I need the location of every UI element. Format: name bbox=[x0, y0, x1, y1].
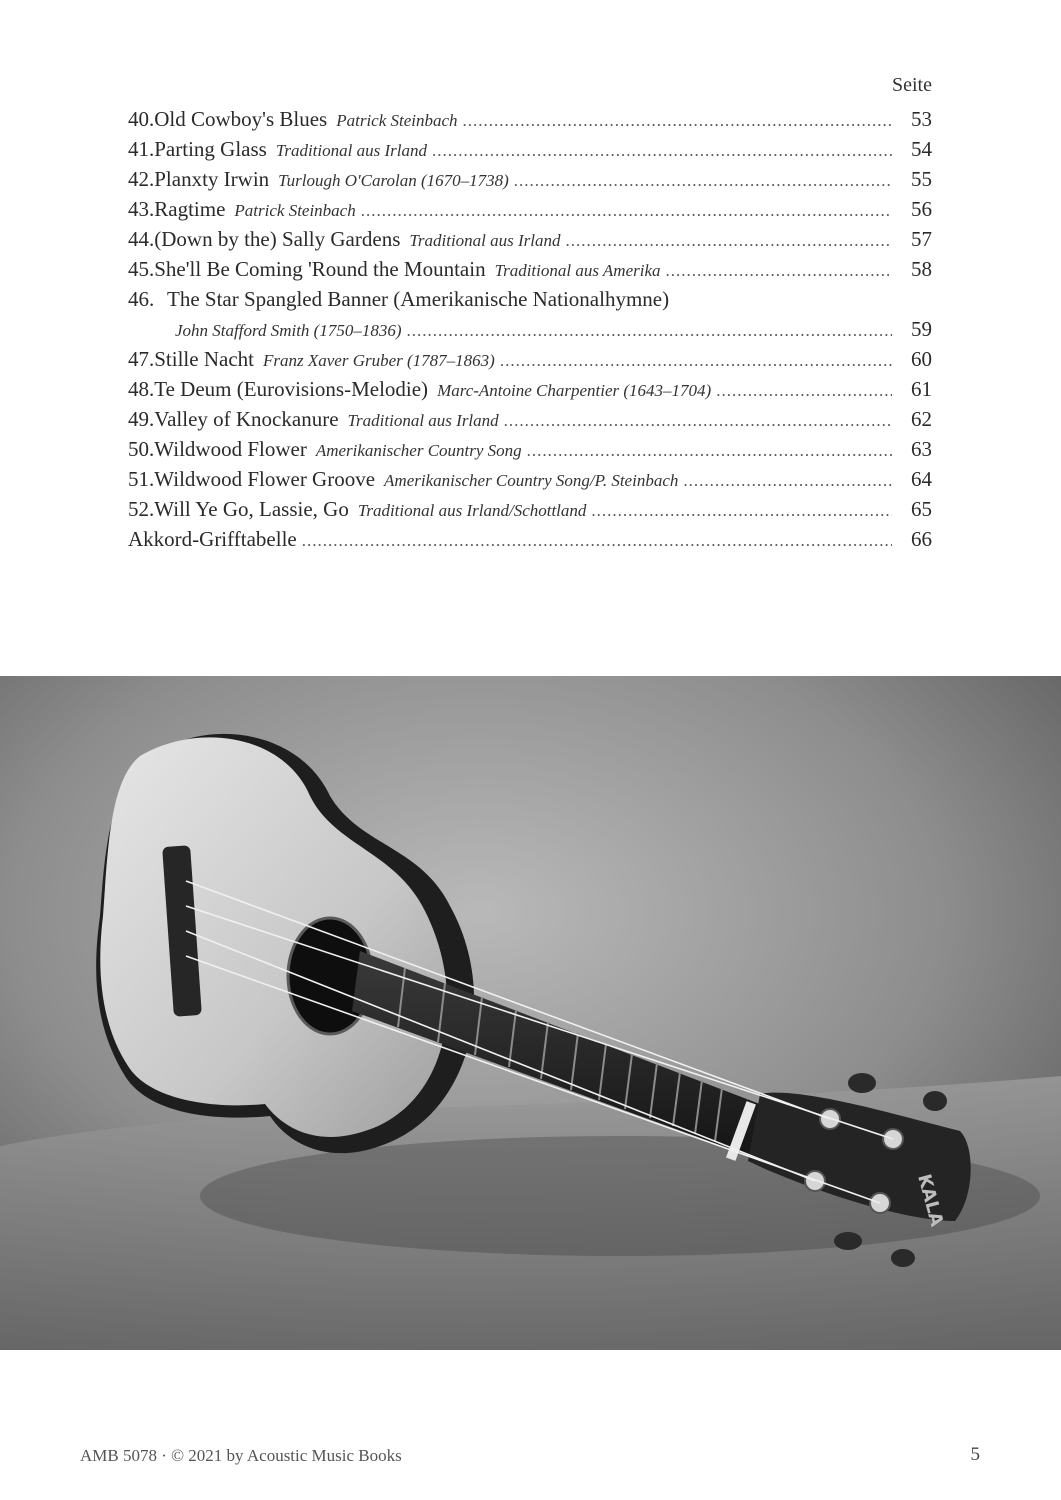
toc-entry[interactable] bbox=[128, 104, 932, 134]
toc-entry[interactable] bbox=[128, 434, 932, 464]
entry-number: 42. bbox=[128, 167, 155, 191]
entry-number: 43. bbox=[128, 197, 155, 221]
entry-composer: Patrick Steinbach bbox=[234, 201, 356, 220]
entry-number: 44. bbox=[128, 227, 155, 251]
entry-composer: Patrick Steinbach bbox=[336, 111, 458, 130]
footer-copyright: AMB 5078 · © 2021 by Acoustic Music Books bbox=[80, 1446, 402, 1465]
entry-title: The Star Spangled Banner (Amerikanische Nationalhymne) bbox=[167, 287, 670, 311]
toc-entry-title-line[interactable] bbox=[128, 284, 932, 314]
dot-leader bbox=[683, 466, 892, 496]
entry-title: Wildwood Flower Groove bbox=[154, 467, 376, 491]
entry-page: 61 bbox=[911, 377, 932, 401]
entry-title: Akkord-Grifftabelle bbox=[128, 527, 297, 551]
entry-composer: Franz Xaver Gruber (1787–1863) bbox=[262, 351, 495, 370]
entry-title: Old Cowboy's Blues bbox=[154, 107, 328, 131]
entry-number: 50. bbox=[128, 437, 155, 461]
entry-page: 63 bbox=[911, 437, 932, 461]
entry-number: 45. bbox=[128, 257, 155, 281]
toc-entry[interactable] bbox=[128, 164, 932, 194]
dot-leader bbox=[566, 226, 892, 256]
footer-page-number: 5 bbox=[970, 1444, 980, 1465]
toc-entry-appendix[interactable] bbox=[128, 524, 932, 554]
entry-number: 49. bbox=[128, 407, 155, 431]
entry-page: 54 bbox=[911, 137, 932, 161]
entry-number: 41. bbox=[128, 137, 155, 161]
entry-composer: Traditional aus Irland bbox=[275, 141, 427, 160]
entry-title: Ragtime bbox=[154, 197, 226, 221]
entry-title: Wildwood Flower bbox=[154, 437, 307, 461]
dot-leader bbox=[716, 376, 892, 406]
dot-leader bbox=[504, 406, 892, 436]
entry-composer: Traditional aus Irland bbox=[409, 231, 561, 250]
toc-entry[interactable] bbox=[128, 344, 932, 374]
entry-page: 56 bbox=[911, 197, 932, 221]
toc-entry[interactable] bbox=[128, 224, 932, 254]
toc-entry[interactable] bbox=[128, 194, 932, 224]
entry-page: 60 bbox=[911, 347, 932, 371]
entry-number: 48. bbox=[128, 377, 155, 401]
entry-page: 64 bbox=[911, 467, 932, 491]
entry-title: Valley of Knockanure bbox=[154, 407, 339, 431]
entry-title: Te Deum (Eurovisions-Melodie) bbox=[154, 377, 429, 401]
dot-leader bbox=[514, 166, 892, 196]
entry-page: 59 bbox=[911, 317, 932, 341]
entry-number: 40. bbox=[128, 107, 155, 131]
toc-entry[interactable] bbox=[128, 404, 932, 434]
entry-page: 66 bbox=[911, 527, 932, 551]
page-column-header: Seite bbox=[892, 74, 932, 96]
dot-leader bbox=[527, 436, 892, 466]
entry-title: Stille Nacht bbox=[154, 347, 254, 371]
dot-leader bbox=[407, 316, 893, 346]
entry-composer: John Stafford Smith (1750–1836) bbox=[175, 321, 402, 340]
entry-page: 57 bbox=[911, 227, 932, 251]
dot-leader bbox=[432, 136, 892, 166]
entry-number: 52. bbox=[128, 497, 155, 521]
toc-entry-composer-line[interactable] bbox=[128, 314, 932, 344]
entry-title: Will Ye Go, Lassie, Go bbox=[154, 497, 349, 521]
entry-composer: Traditional aus Amerika bbox=[494, 261, 661, 280]
toc-entry[interactable] bbox=[128, 254, 932, 284]
entry-page: 58 bbox=[911, 257, 932, 281]
dot-leader bbox=[500, 346, 892, 376]
entry-composer: Amerikanischer Country Song/P. Steinbach bbox=[384, 471, 679, 490]
entry-page: 65 bbox=[911, 497, 932, 521]
entry-composer: Marc-Antoine Charpentier (1643–1704) bbox=[437, 381, 712, 400]
entry-title: Planxty Irwin bbox=[154, 167, 270, 191]
entry-page: 55 bbox=[911, 167, 932, 191]
entry-number: 46. bbox=[128, 287, 155, 311]
headstock-logo: KALA bbox=[913, 1171, 948, 1229]
table-of-contents bbox=[128, 104, 932, 554]
entry-composer: Traditional aus Irland/Schottland bbox=[357, 501, 587, 520]
toc-entry[interactable] bbox=[128, 494, 932, 524]
toc-entry[interactable] bbox=[128, 464, 932, 494]
dot-leader bbox=[302, 526, 892, 556]
entry-number: 51. bbox=[128, 467, 155, 491]
entry-composer: Traditional aus Irland bbox=[347, 411, 499, 430]
toc-entry[interactable] bbox=[128, 374, 932, 404]
dot-leader bbox=[666, 256, 892, 286]
ukulele-photo bbox=[0, 676, 1061, 1350]
entry-title: (Down by the) Sally Gardens bbox=[154, 227, 401, 251]
entry-title: Parting Glass bbox=[154, 137, 267, 161]
entry-page: 62 bbox=[911, 407, 932, 431]
entry-number: 47. bbox=[128, 347, 155, 371]
dot-leader bbox=[591, 496, 892, 526]
entry-composer: Turlough O'Carolan (1670–1738) bbox=[278, 171, 509, 190]
entry-title: She'll Be Coming 'Round the Mountain bbox=[154, 257, 486, 281]
dot-leader bbox=[361, 196, 892, 226]
entry-page: 53 bbox=[911, 107, 932, 131]
dot-leader bbox=[463, 106, 892, 136]
toc-entry[interactable] bbox=[128, 134, 932, 164]
entry-composer: Amerikanischer Country Song bbox=[315, 441, 522, 460]
